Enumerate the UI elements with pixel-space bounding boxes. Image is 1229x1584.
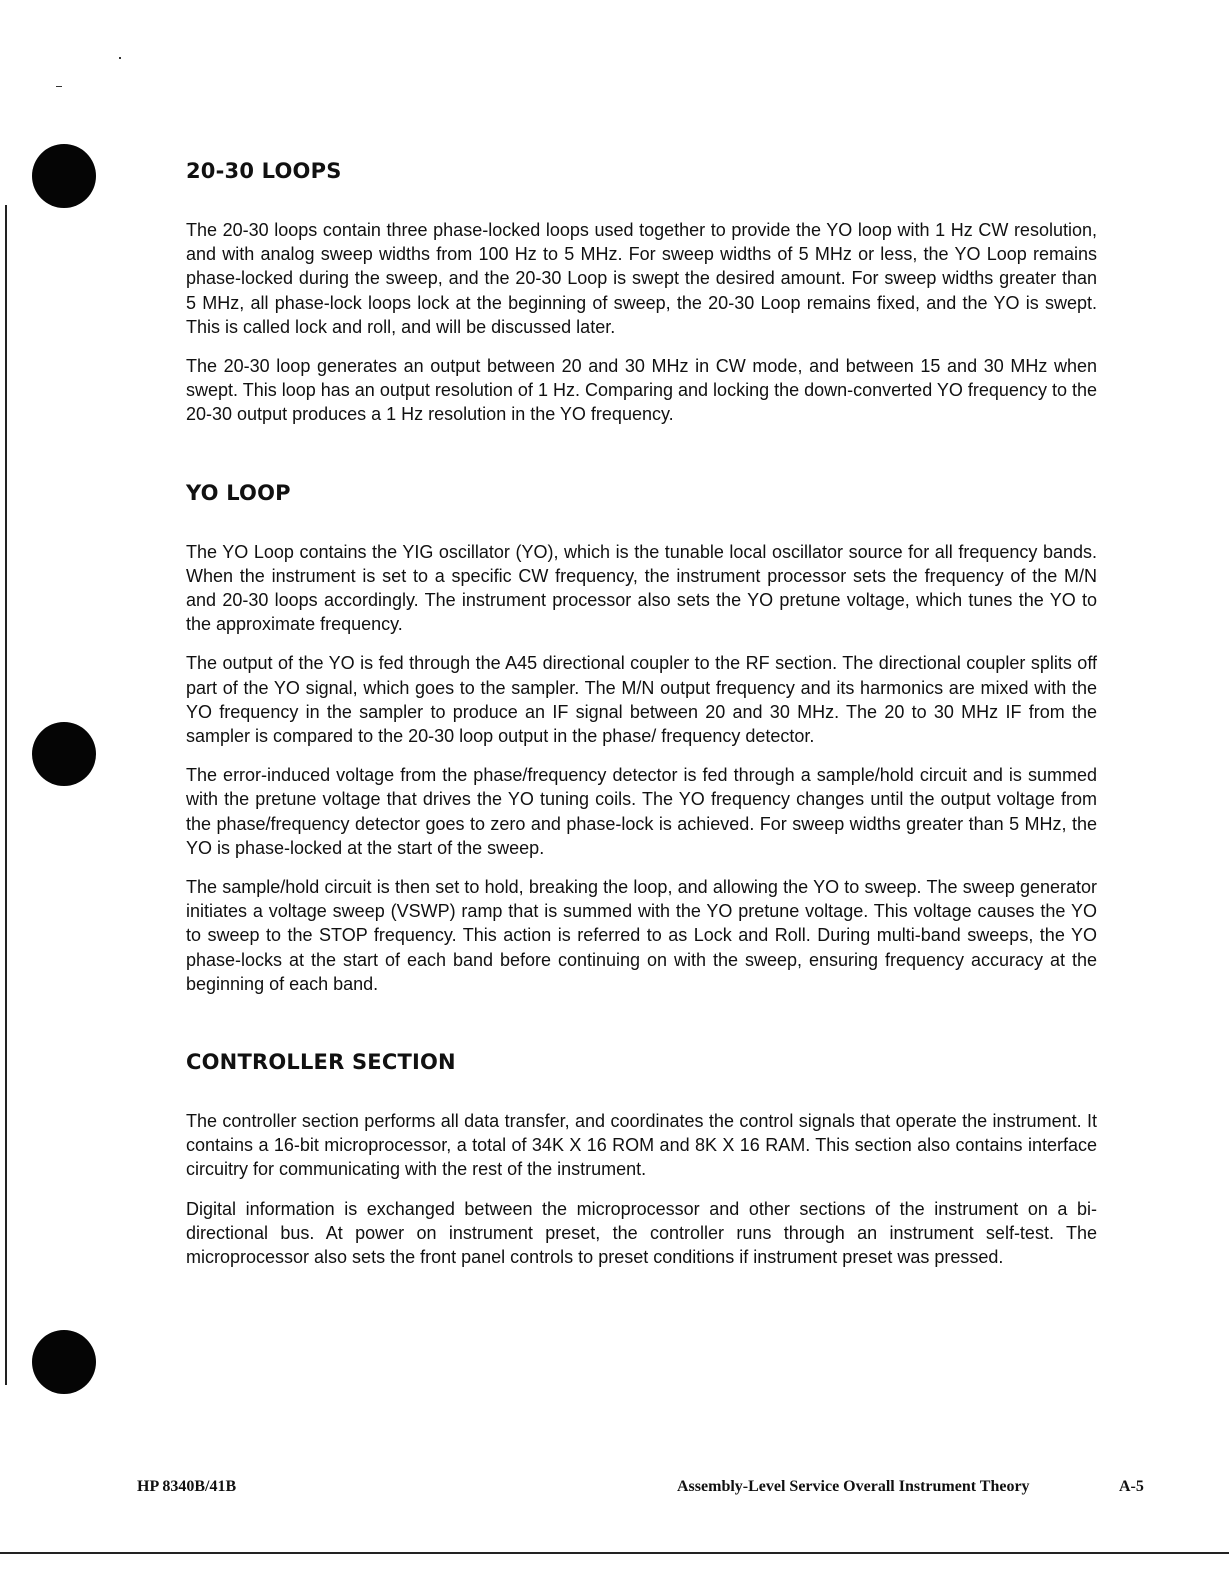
footer-chapter-title: Assembly-Level Service Overall Instrument Theory xyxy=(677,1478,1030,1495)
binder-hole-middle xyxy=(32,722,96,786)
section-body xyxy=(186,540,1097,996)
scan-speck xyxy=(56,86,62,87)
section-body xyxy=(186,1109,1097,1269)
section-yo-loop xyxy=(186,479,1097,996)
section-heading: 20-30 LOOPS xyxy=(186,159,342,183)
paragraph: The output of the YO is fed through the A45 directional coupler to the RF section. The directional coupler splits off part of the YO signal, which goes to the sampler. The M/N output frequency and its harmonics are mixed with the YO frequency in the sampler to produce an IF signal between 20 and 30 MHz. The 20 to 30 MHz IF from the sampler is compared to the 20-30 loop output in the phase/ frequency detector. xyxy=(186,653,1097,747)
scan-speck xyxy=(119,57,121,59)
section-controller xyxy=(186,1048,1097,1269)
section-20-30-loops xyxy=(186,157,1097,427)
paragraph: The sample/hold circuit is then set to hold, breaking the loop, and allowing the YO to sweep. The sweep generator initiates a voltage sweep (VSWP) ramp that is summed with the YO pretune voltage. This voltage causes the YO to sweep to the STOP frequency. This action is referred to as Lock and Roll. During multi-band sweeps, the YO phase-locks at the start of each band before continuing on with the sweep, ensuring frequency accuracy at the beginning of each band. xyxy=(186,877,1097,994)
paragraph: The 20-30 loops contain three phase-locked loops used together to provide the YO loop with 1 Hz CW resolution, and with analog sweep widths from 100 Hz to 5 MHz. For sweep widths of 5 MHz or less, the YO Loop remains phase-locked during the sweep, and the 20-30 Loop is swept the desired amount. For sweep widths greater than 5 MHz, all phase-lock loops lock at the beginning of sweep, the 20-30 Loop remains fixed, and the YO is swept. This is called lock and roll, and will be discussed later. xyxy=(186,220,1097,337)
paragraph: Digital information is exchanged between the microprocessor and other sections of the instrument on a bi-directional bus. At power on instrument preset, the controller runs through an instrument self-test. The microprocessor also sets the front panel controls to preset conditions if instrument preset was pressed. xyxy=(186,1198,1097,1268)
section-heading: CONTROLLER SECTION xyxy=(186,1050,456,1075)
section-body xyxy=(186,218,1097,427)
paragraph: The controller section performs all data transfer, and coordinates the control signals that operate the instrument. It contains a 16-bit microprocessor, a total of 34K X 16 ROM and 8K X 16 RAM. This section also contains interface circuitry for communicating with the rest of the instrument. xyxy=(186,1111,1097,1180)
binder-hole-bottom xyxy=(32,1330,96,1394)
document-body xyxy=(186,157,1097,1284)
footer-model: HP 8340B/41B xyxy=(137,1478,237,1495)
page-left-edge xyxy=(5,205,7,1385)
bottom-rule xyxy=(0,1552,1229,1554)
section-heading: YO LOOP xyxy=(186,480,291,505)
footer-page-number: A-5 xyxy=(1119,1478,1144,1495)
paragraph: The 20-30 loop generates an output between 20 and 30 MHz in CW mode, and between 15 and 30 MHz when swept. This loop has an output resolution of 1 Hz. Comparing and locking the down-converted YO frequency to the 20-30 output produces a 1 Hz resolution in the YO frequency. xyxy=(186,356,1097,425)
binder-hole-top xyxy=(32,144,96,208)
paragraph: The YO Loop contains the YIG oscillator (YO), which is the tunable local oscillator source for all frequency bands. When the instrument is set to a specific CW frequency, the instrument processor sets the frequency of the M/N and 20-30 loops accordingly. The instrument processor also sets the YO pretune voltage, which tunes the YO to the approximate frequency. xyxy=(186,541,1097,635)
paragraph: The error-induced voltage from the phase/frequency detector is fed through a sample/hold circuit and is summed with the pretune voltage that drives the YO tuning coils. The YO frequency changes until the output voltage from the phase/frequency detector goes to zero and phase-lock is achieved. For sweep widths greater than 5 MHz, the YO is phase-locked at the start of the sweep. xyxy=(186,765,1097,858)
